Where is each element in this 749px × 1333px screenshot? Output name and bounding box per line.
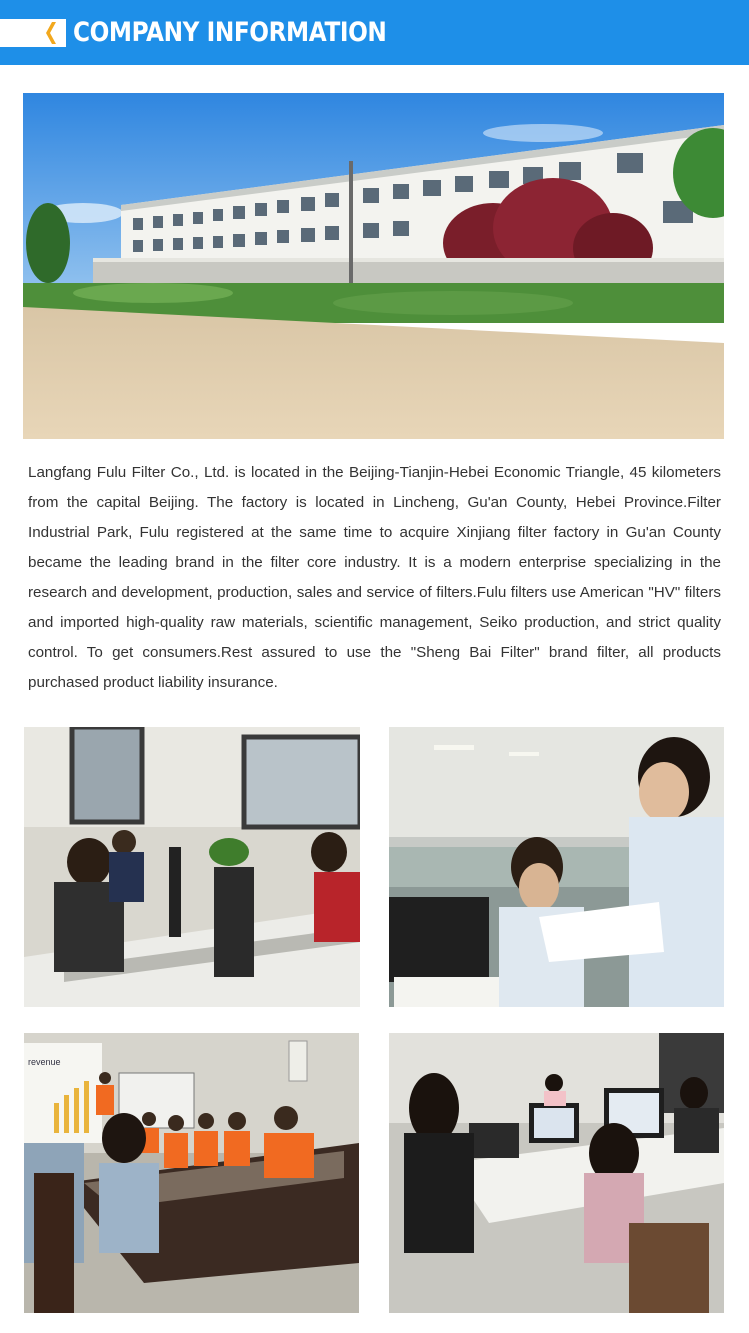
header-banner [0,0,749,65]
office-photo-2 [389,727,724,1007]
computer-office-photo [389,1033,724,1313]
page-title: COMPANY INFORMATION [73,17,387,48]
company-description: Langfang Fulu Filter Co., Ltd. is located in the Beijing-Tianjin-Hebei Economic Triangle, 45 kilometers from the capital Beijing. The factory is located in Lincheng, Gu'an County, Hebei Province.Filter Industrial Park, Fulu registered at the same time to acquire Xinjiang filter factory in Gu'an County became the leading brand in the filter core industry. It is a modern enterprise specializing in the research and development, production, sales and service of filters.Fulu filters use American "HV" filters and imported high-quality raw materials, scientific management, Seiko production, and strict quality control. To get consumers.Rest assured to use the "Sheng Bai Filter" brand filter, all products purchased product liability insurance. [28,464,721,691]
factory-photo [23,93,724,439]
office-photo-1 [24,727,360,1007]
meeting-room-photo [24,1033,359,1313]
slide-text: revenue [28,1057,61,1067]
